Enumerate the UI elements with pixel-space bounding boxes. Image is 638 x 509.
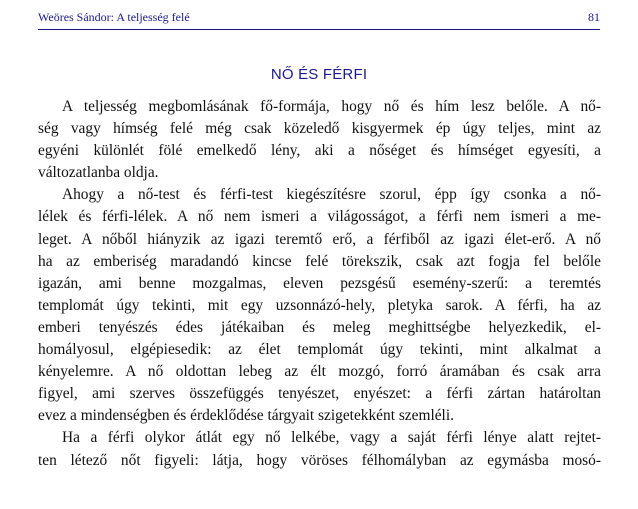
text-line: ség vagy hímség felé még csak közeledő kisgyermek ép úgy teljes, mint az [38,120,601,138]
text-line: evez a mindenségben és érdeklődése tárgyait szigetekként szemléli. [38,407,454,425]
text-line: ten létező nőt figyeli: látja, hogy vöröses félhomályban az egymásba mosó- [38,451,601,469]
paragraph [38,184,601,427]
paragraph [38,96,601,184]
text-line: templomát úgy tekinti, mit egy uzsonnázó-hely, pletyka sarok. A férfi, ha az [38,296,601,314]
text-line: A teljesség megbomlásának fő-formája, hogy nő és hím lesz belőle. A nő- [62,98,601,115]
page-number: 81 [588,10,600,24]
text-line: lélek és férfi-lélek. A nő nem ismeri a világosságot, a férfi nem ismeri a me- [38,208,601,226]
paragraph [38,427,601,471]
chapter-title: NŐ ÉS FÉRFI [270,66,368,83]
text-line: igazán, ami benne mozgalmas, eleven pezsgésű esemény-szerű: a teremtés [38,274,601,292]
text-line: leget. A nőből hiányzik az igazi teremtő erő, a férfiből az igazi élet-erő. A nő [38,230,601,248]
header-author-title: Weöres Sándor: A teljesség felé [38,10,190,24]
text-line: homályosul, elgépiesedik: az élet templomát úgy tekinti, mint alkalmat a [38,341,601,359]
text-line: egyéni különlét fölé emelkedő lény, aki a nőséget és hímséget egyesíti, a [38,142,601,160]
text-line: ha az emberiség maradandó kincse felé törekszik, csak azt fogja fel belőle [38,252,601,270]
header-rule [38,29,600,30]
text-line: változatlanba oldja. [38,164,159,182]
text-line: figyel, ami szerves összefüggés tenyészet, enyészet: a férfi zártan határoltan [38,385,601,403]
text-line: kényelemre. A nő oldottan lebeg az élt mozgó, forró áramában és csak arra [38,363,601,381]
text-line: Ahogy a nő-test és férfi-test kiegészítésre szorul, épp így csonka a nő- [62,186,601,204]
running-header [38,10,600,30]
text-line: Ha a férfi olykor átlát egy nő lelkébe, vagy a saját férfi lénye alatt rejtet- [62,429,601,447]
body-text [38,96,601,472]
text-line: emberi tenyészés édes játékaiban és meleg meghittségbe helyezkedik, el- [38,318,601,336]
